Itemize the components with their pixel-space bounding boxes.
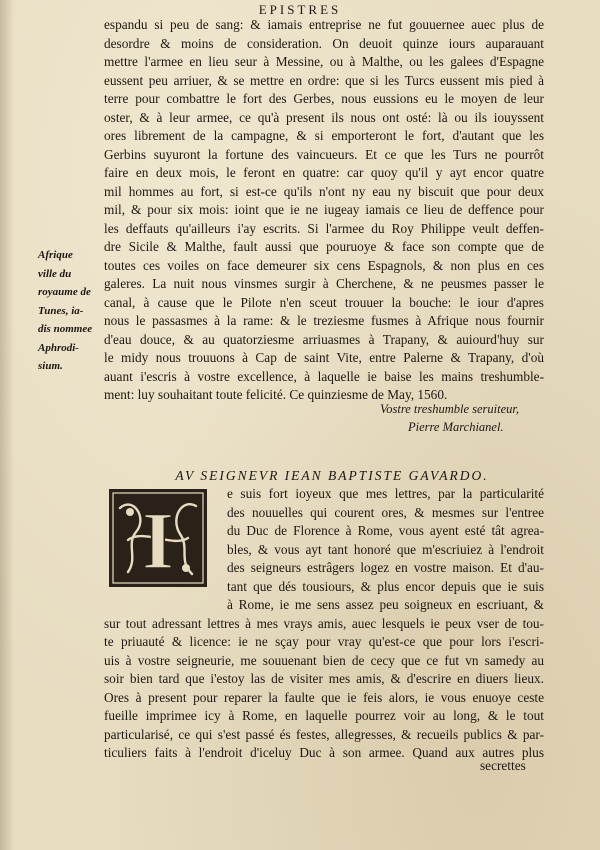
- text-line: faire en deux mois, le feront en quatre: car quoy qu'il y ayt encor quatre: [104, 165, 544, 180]
- text-line: mettre l'armee en lieu seur à Messine, ou à Malthe, ou les galees d'Espagne: [104, 54, 544, 69]
- marginal-note-line: dis nommee: [38, 323, 93, 335]
- text-line: les deffauts qu'ailleurs i'ay escrits. Si l'armee du Roy Philippe veult deffen-: [104, 220, 544, 236]
- signature-block: [380, 400, 580, 436]
- signature-name: Pierre Marchianel.: [408, 420, 504, 434]
- text-line: particularisé, ce qui s'est passé és festes, allegresses, & recueils publics & par-: [104, 726, 544, 742]
- text-line: d'eau douce, & au quatorziesme arriuasmes à Trapany, & auiourd'huy sur: [104, 331, 544, 347]
- text-line: tant que dés tousiours, & plus encor depuis que ie suis: [227, 578, 544, 594]
- text-line: canal, à cause que le Pilote n'en sceut trouuer la bouche: le iour d'apres: [104, 294, 544, 310]
- text-line: uis à vostre seigneurie, me souuenant bien de cecy que ce fut vn samedy au: [104, 652, 544, 668]
- text-line: galeres. La nuit nous vinsmes surgir à Cherchene, & ne peusmes passer le: [104, 276, 544, 291]
- marginal-note-line: Aphrodi-: [38, 341, 79, 354]
- text-line: le midy nous trouuons à Cap de saint Vite, entre Palerne & Trapany, d'où: [104, 350, 544, 365]
- text-line: e suis fort ioyeux que mes lettres, par la particularité: [227, 486, 544, 501]
- marginal-note-line: royaume de: [38, 286, 91, 298]
- marginal-note-line: sium.: [38, 360, 63, 372]
- marginal-note-line: ville du: [38, 267, 72, 280]
- text-line: nous le passasmes à la rame: & le treziesme fusmes à Afrique nous fournir: [104, 313, 544, 328]
- marginal-note: [38, 246, 102, 376]
- section-title: AV SEIGNEVR IEAN BAPTISTE GAVARDO.: [175, 468, 489, 483]
- marginal-note-line: Tunes, ia-: [38, 304, 84, 317]
- letter-body-gavardo: [104, 485, 544, 763]
- text-line: dre Sicile & Malthe, fault aussi que pouruoye & face son compte que de: [104, 239, 544, 254]
- text-line: ment: luy souhaitant toute felicité. Ce quinziesme de May, 1560.: [104, 387, 448, 402]
- text-line: desordre & moins de consideration. On deuoit quinze iours auparauant: [104, 35, 544, 51]
- text-line: eussent peu arriuer, & se mettre en ordre: que si les Turcs eussent mis pied à: [104, 72, 544, 88]
- page-gutter-shadow: [0, 0, 14, 850]
- text-line: sur tout adressant lettres à mes vrays amis, auec lesquels ie peux vser de tou-: [104, 615, 544, 631]
- text-line: auant i'escris à vostre excellence, à laquelle ie baise les mains treshumble-: [104, 368, 544, 384]
- text-line: toutes ces voiles on face demeurer six cens Espagnols, & non plus en ces: [104, 257, 544, 273]
- text-line: soir bien tard que i'estoy las de visiter mes amis, & d'escrire en diuers lieux.: [104, 671, 544, 686]
- text-line: à Rome, ie me sens assez peu soigneux en escriuant, &: [227, 597, 544, 612]
- text-line: ores librement de la campagne, & si emporteront le fort, d'autant que les: [104, 128, 544, 143]
- text-line: Gerbins suyuront la fortune des vaincueurs. Et ce que les Turs ne pourrôt: [104, 146, 544, 162]
- text-line: des nouuelles qui courent ores, & mesmes sur l'entree: [227, 504, 544, 520]
- text-line: mil hommes au fort, si est-ce qu'ils n'ont ny eau ny biscuit que pour deux: [104, 183, 544, 199]
- catchword: secrettes: [480, 758, 526, 773]
- text-line: ticuliers faits à l'endroit d'iceluy Duc à son armee. Quand aux autres plus: [104, 745, 544, 760]
- text-line: espandu si peu de sang: & iamais entreprise ne fut gouuernee auec plus de: [104, 17, 544, 32]
- text-line: terre pour combattre le fort des Gerbes, nous eussions eu le moyen de leur: [104, 91, 544, 106]
- dropcap-letter: I: [142, 495, 174, 586]
- text-line: mil, & pour six mois: ioint que ie ne iugeay iamais ce lieu de deffence pour: [104, 202, 544, 217]
- marginal-note-line: Afrique: [38, 249, 73, 261]
- signature-closing: Vostre treshumble seruiteur,: [380, 402, 519, 416]
- text-line: bles, & vous ayt tant honoré que m'escriuiez à l'endroit: [227, 541, 544, 557]
- letter-body: [104, 16, 544, 405]
- text-line: Ores à present pour reparer la faulte que ie feis alors, ie vous enuoye ceste: [104, 689, 544, 705]
- running-head: EPISTRES: [258, 2, 342, 17]
- text-line: du Duc de Florence à Rome, vous ayent esté tât agrea-: [227, 523, 544, 538]
- text-line: te priuauté & licence: ie ne sçay pour vray qu'est-ce que pour lors i'escri-: [104, 634, 544, 649]
- text-line: fueille imprimee icy à Rome, en laquelle pourrez voir au long, & le tout: [104, 708, 544, 723]
- text-line: oster, & à leur armee, ce qu'à present ils nous ont osté: là ou ils iouyssent: [104, 109, 544, 125]
- text-line: des seigneurs estrâgers logez en vostre maison. Et d'au-: [227, 560, 544, 575]
